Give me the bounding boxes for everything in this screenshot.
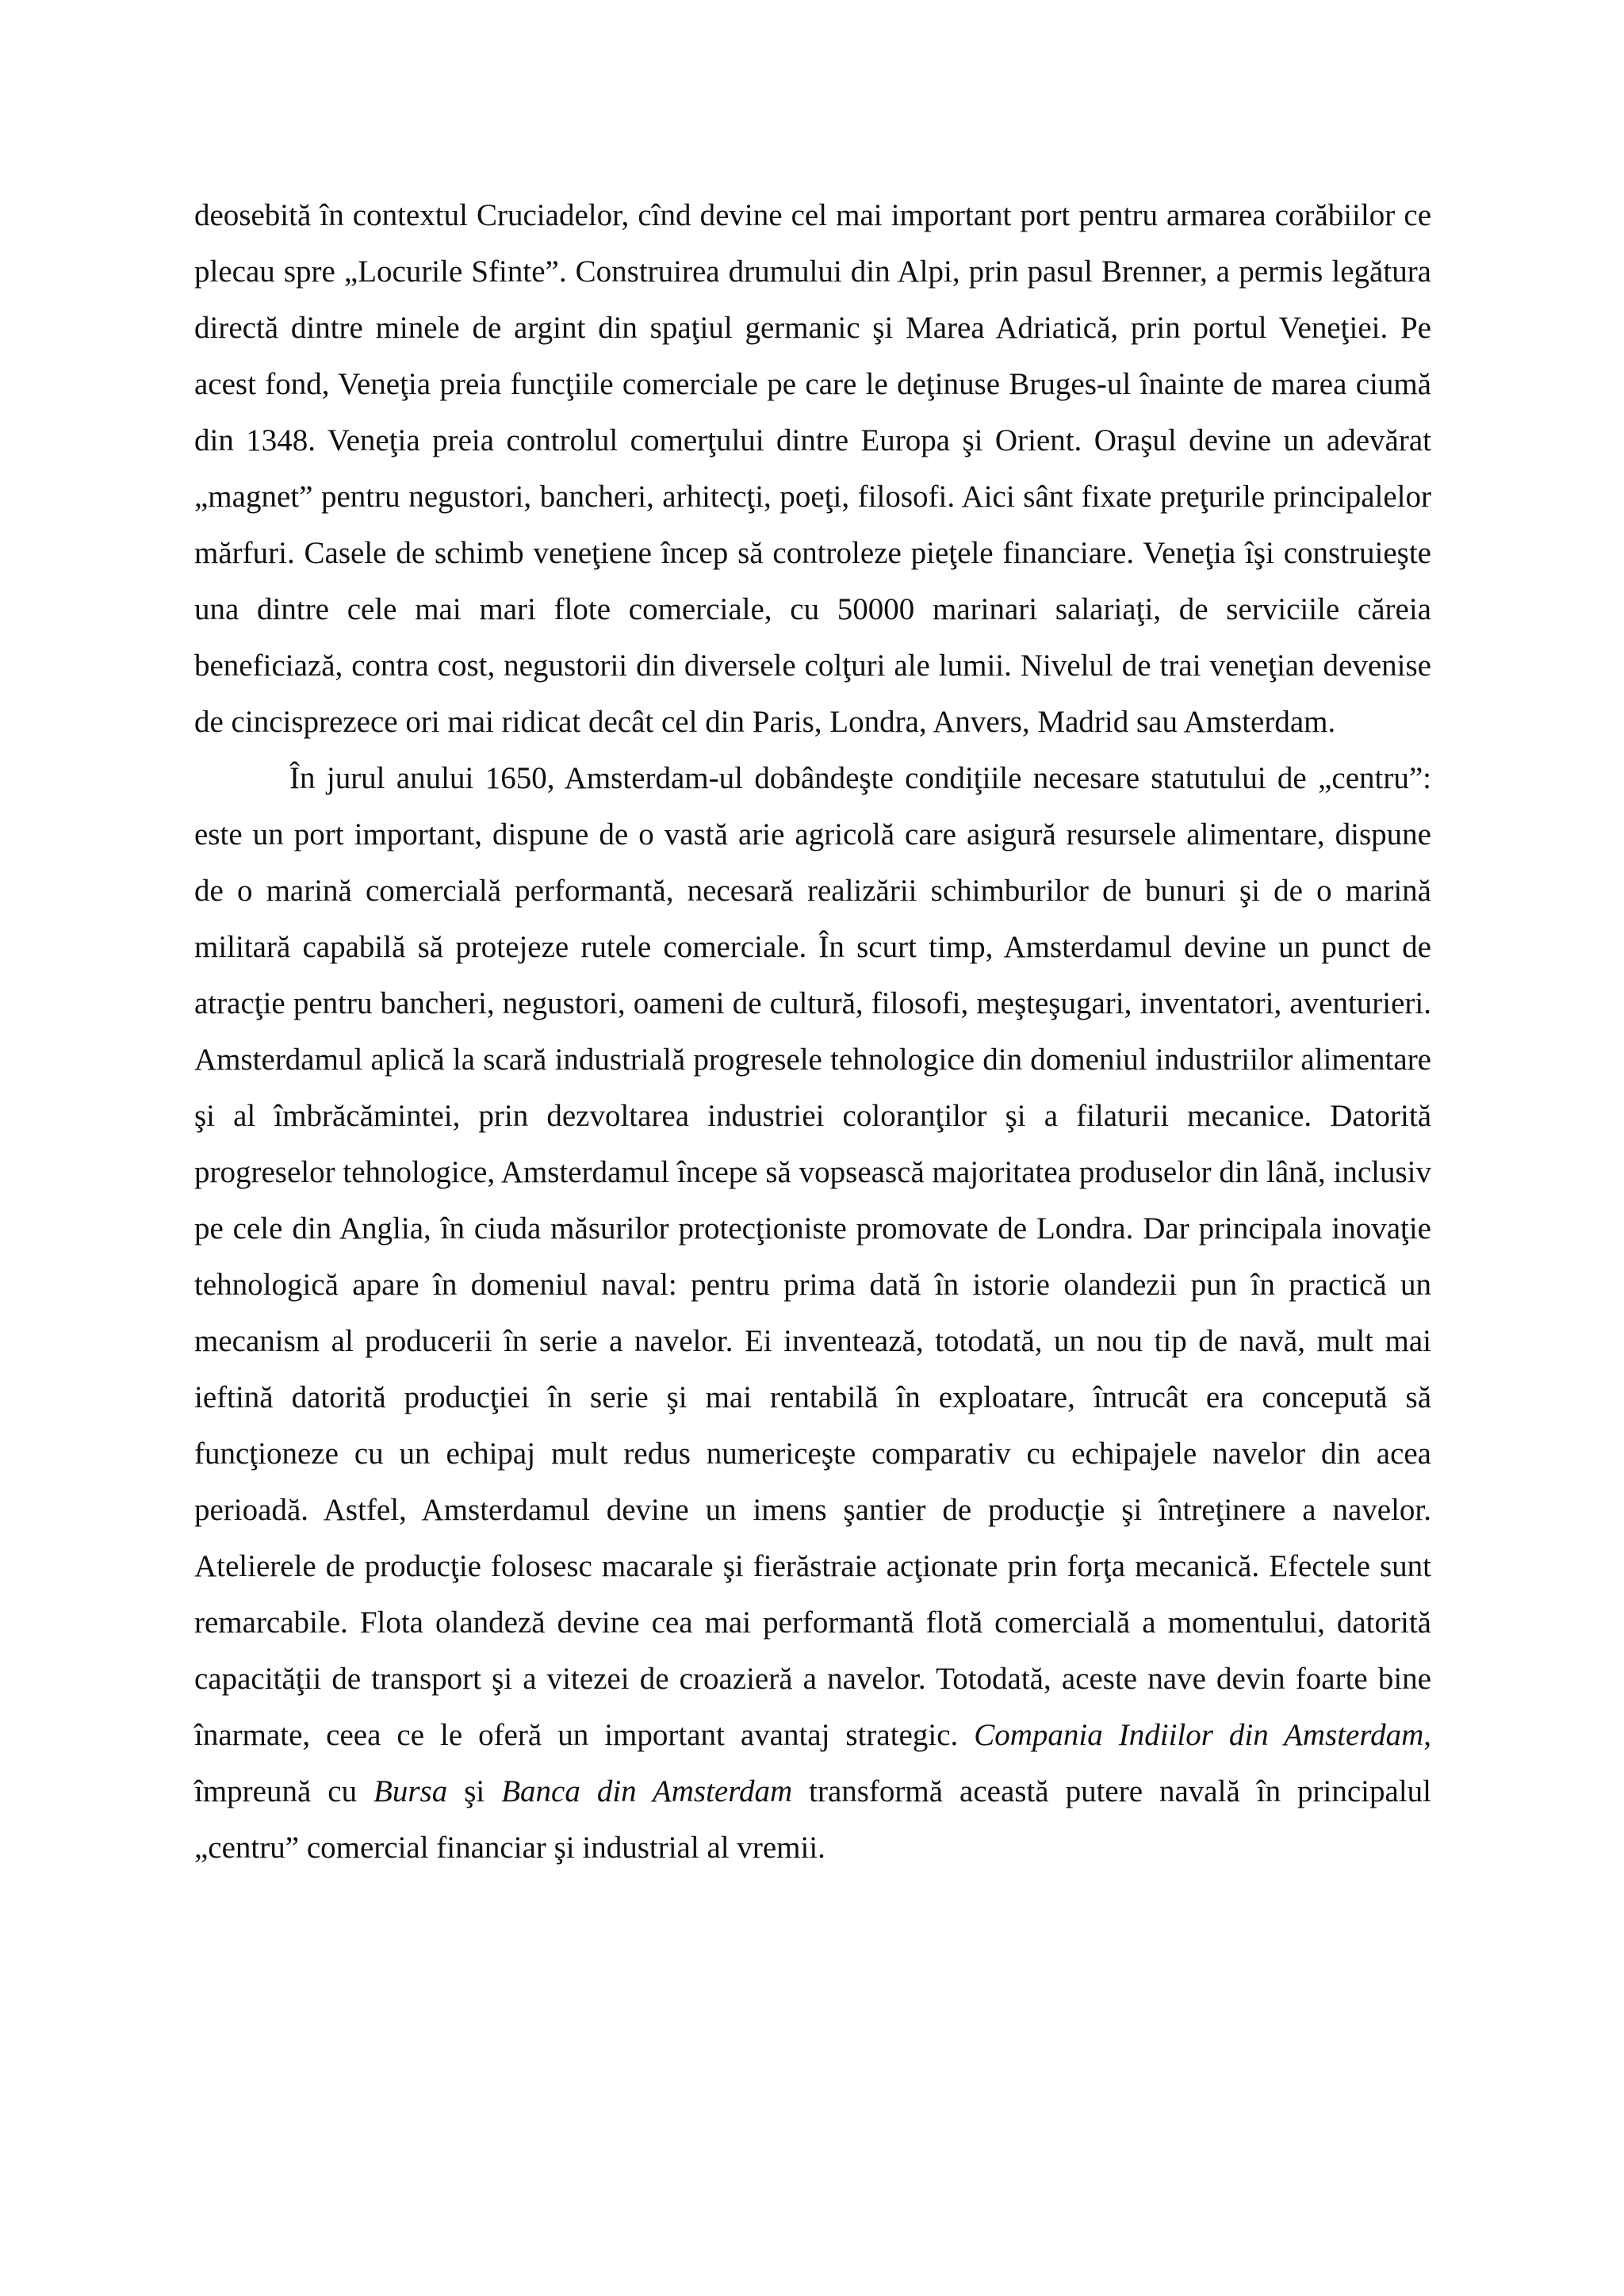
italic-compania-indiilor: Compania Indiilor din Amsterdam (974, 1718, 1424, 1752)
italic-bursa: Bursa (373, 1774, 448, 1808)
paragraph-amsterdam-text-1: În jurul anului 1650, Amsterdam-ul dobândeşte condiţiile necesare statutului de „centru”: este un port important, dispune de o vastă arie agricolă care asigură resursele alimentare, dispune de o marină comercială performantă, necesară realizării schimburilor de bunuri şi de o marină militară capabilă să protejeze rutele comerciale. În scurt timp, Amsterdamul devine un punct de atracţie pentru bancheri, negustori, oameni de cultură, filosofi, meşteşugari, inventatori, aventurieri. Amsterdamul aplică la scară industrială progresele tehnologice din domeniul industriilor alimentare şi al îmbrăcămintei, prin dezvoltarea industriei coloranţilor şi a filaturii mecanice. Datorită progreselor tehnologice, Amsterdamul începe să vopsească majoritatea produselor din lână, inclusiv pe cele din Anglia, în ciuda măsurilor protecţioniste promovate de Londra. Dar principala inovaţie tehnologică apare în domeniul naval: pentru prima dată în istorie olandezii pun în practică un mecanism al producerii în serie a navelor. Ei inventează, totodată, un nou tip de navă, mult mai ieftină datorită producţiei în serie şi mai rentabilă în exploatare, întrucât era concepută să funcţioneze cu un echipaj mult redus numericeşte comparativ cu echipajele navelor din acea perioadă. Astfel, Amsterdamul devine un imens şantier de producţie şi întreţinere a navelor. Atelierele de producţie folosesc macarale şi fierăstraie acţionate prin forţa mecanică. Efectele sunt remarcabile. Flota olandeză devine cea mai performantă flotă comercială a momentului, datorită capacităţii de transport şi a vitezei de croazieră a navelor. Totodată, aceste nave devin foarte bine înarmate, ceea ce le oferă un important avantaj strategic. (194, 761, 1431, 1752)
paragraph-amsterdam-text-2: , împreună cu (194, 1718, 1431, 1808)
body-text (194, 187, 1431, 1876)
paragraph-venice: deosebită în contextul Cruciadelor, cînd devine cel mai important port pentru armarea corăbiilor ce plecau spre „Locurile Sfinte”. Construirea drumului din Alpi, prin pasul Brenner, a permis legătura directă dintre minele de argint din spaţiul germanic şi Marea Adriatică, prin portul Veneţiei. Pe acest fond, Veneţia preia funcţiile comerciale pe care le deţinuse Bruges-ul înainte de marea ciumă din 1348. Veneţia preia controlul comerţului dintre Europa şi Orient. Oraşul devine un adevărat „magnet” pentru negustori, bancheri, arhitecţi, poeţi, filosofi. Aici sânt fixate preţurile principalelor mărfuri. Casele de schimb veneţiene încep să controleze pieţele financiare. Veneţia îşi construieşte una dintre cele mai mari flote comerciale, cu 50000 marinari salariaţi, de serviciile căreia beneficiază, contra cost, negustorii din diversele colţuri ale lumii. Nivelul de trai veneţian devenise de cincisprezece ori mai ridicat decât cel din Paris, Londra, Anvers, Madrid sau Amsterdam. (194, 198, 1431, 739)
paragraph-amsterdam-text-4: transformă această putere navală în principalul „centru” comercial financiar şi industrial al vremii. (194, 1774, 1431, 1865)
paragraph-amsterdam-text-3: şi (447, 1774, 502, 1808)
paragraph-amsterdam (194, 750, 1431, 1876)
italic-banca-din-amsterdam: Banca din Amsterdam (501, 1774, 793, 1808)
